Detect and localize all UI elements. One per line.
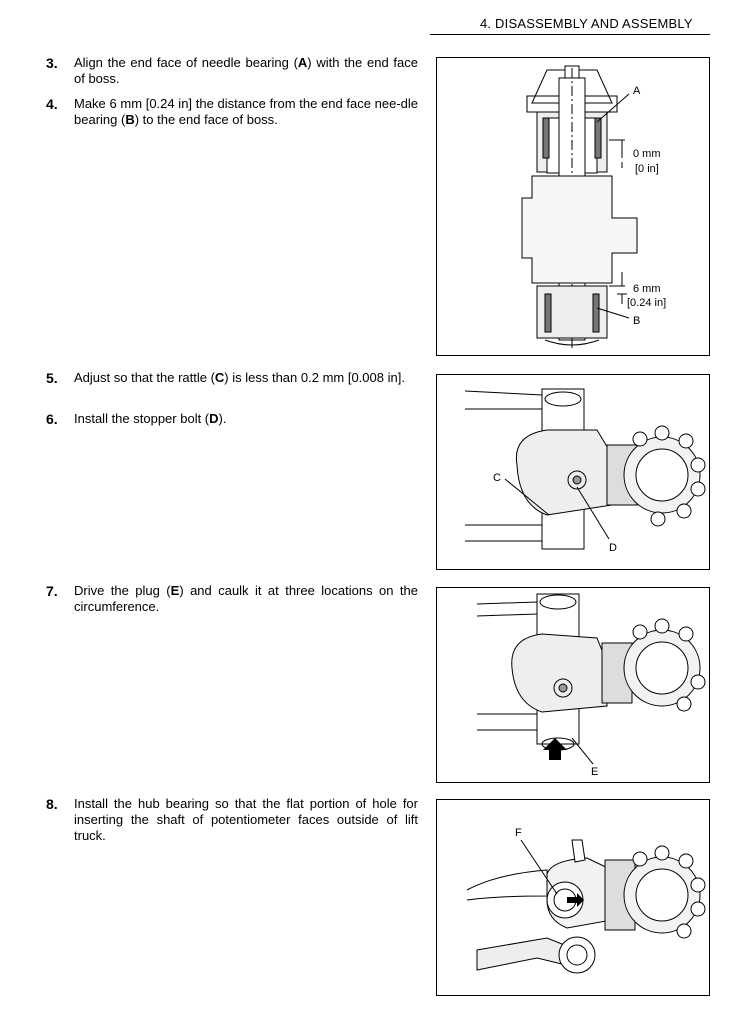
figure-rattle-stopper [436,374,710,570]
label-a: A [633,85,641,97]
step-text: Make 6 mm [0.24 in] the distance from the end face nee-dle bearing (B) to the end face of boss. [74,96,418,127]
hub-bearing-diagram [437,800,709,995]
step-text: Adjust so that the rattle (C) is less than 0.2 mm [0.008 in]. [74,370,405,385]
rattle-stopper-diagram [437,375,709,569]
step-3 [46,55,418,87]
label-f: F [515,827,522,839]
step-6 [46,411,418,427]
step-4 [46,96,418,128]
page-header: 4. DISASSEMBLY AND ASSEMBLY [480,16,693,31]
step-7 [46,583,418,615]
step-number: 7. [46,583,58,599]
figure-hub-bearing [436,799,710,996]
step-8 [46,796,418,844]
step-number: 3. [46,55,58,71]
drive-plug-diagram [437,588,709,782]
step-text: Align the end face of needle bearing (A) with the end face of boss. [74,55,418,86]
step-number: 5. [46,370,58,386]
label-d: D [609,542,617,554]
step-text: Drive the plug (E) and caulk it at three locations on the circumference. [74,583,419,614]
dimension-6mm: 6 mm [633,283,661,295]
step-text: Install the stopper bolt (D). [74,411,227,426]
step-text: Install the hub bearing so that the flat portion of hole for inserting the shaft of potentiometer faces outside of lift truck. [74,796,418,843]
step-5 [46,370,418,386]
label-b: B [633,315,641,327]
figure-drive-plug [436,587,710,783]
figure-needle-bearing [436,57,710,356]
dimension-0in: [0 in] [635,163,659,175]
needle-bearing-diagram [437,58,709,355]
step-number: 6. [46,411,58,427]
dimension-024in: [0.24 in] [627,297,667,309]
step-number: 8. [46,796,58,812]
header-rule [430,34,710,35]
dimension-0mm: 0 mm [633,148,661,160]
label-c: C [493,472,501,484]
label-e: E [591,766,599,778]
step-number: 4. [46,96,58,112]
